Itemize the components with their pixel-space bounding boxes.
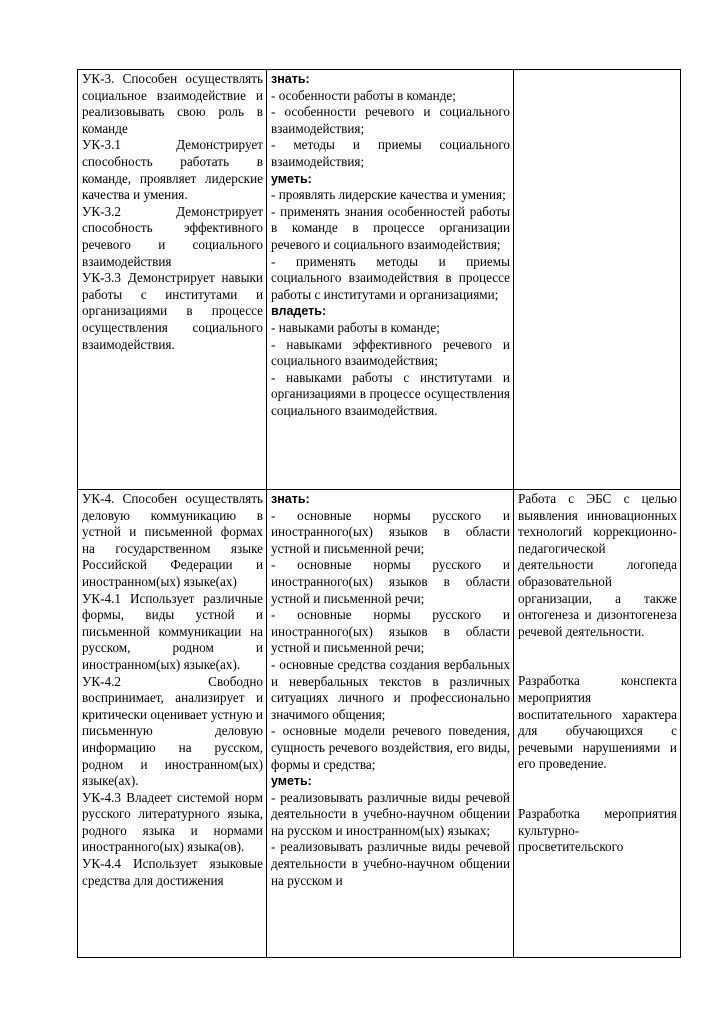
indicator-text: УК-4.4 Использует языковые средства для достижения (82, 856, 263, 888)
know-label: знать: (271, 72, 310, 86)
know-item: - особенности работы в команде; (271, 87, 456, 103)
can-item: - реализовывать различные виды речевой деятельности в учебно-научном общении на русском и (271, 839, 510, 888)
indicator-text: УК-3.1 Демонстрирует способность работать в команде, проявляет лидерские качества и умения. (82, 137, 263, 203)
know-item: - основные нормы русского и иностранного(ых) языков в области устной и письменной речи; (271, 557, 510, 606)
indicator-text: УК-4.1 Использует различные формы, виды устной и письменной коммуникации на русском, родном и иностранном(ых) языке(ах). (82, 590, 263, 672)
know-item: - основные нормы русского и иностранного(ых) языков в области устной и письменной речи; (271, 507, 510, 556)
competence-text: УК-3. Способен осуществлять социальное взаимодействие и реализовывать свою роль в команде (82, 71, 263, 136)
own-item: - навыками работы с институтами и организациями в процессе осуществления социального взаимодействия. (271, 369, 510, 418)
can-label: уметь: (271, 171, 312, 186)
own-item: - навыками эффективного речевого и социального взаимодействия; (271, 336, 510, 369)
indicator-text: УК-3.2 Демонстрирует способность эффективного речевого и социального взаимодействия (82, 203, 263, 269)
competence-text: УК-4. Способен осуществлять деловую коммуникацию в устной и письменной формах на государственном языке Российской Федерации и иностранном(ых) языке(ах) (82, 491, 263, 589)
indicator-text: УК-4.2 Свободно воспринимает, анализирует и критически оценивает устную и письменную деловую информацию на русском, родном и иностранном(ых) языке(ах). (82, 673, 263, 789)
indicator-text: УК-3.3 Демонстрирует навыки работы с институтами и организациями в процессе осуществления социального взаимодействия. (82, 270, 263, 352)
indicator-text: УК-4.3 Владеет системой норм русского литературного языка, родного языка и нормами иностранного(ых) языка(ов). (82, 789, 263, 855)
can-item: - реализовывать различные виды речевой деятельности в учебно-научном общении на русском и иностранном(ых) языках; (271, 789, 510, 838)
can-item: - применять знания особенностей работы в команде в процессе организации речевого и социального взаимодействия; (271, 203, 510, 252)
task-text: Разработка конспекта мероприятия воспитательного характера для обучающихся с речевыми нарушениями и его проведение. (518, 673, 677, 772)
competence-table (77, 69, 681, 958)
competence-cell (78, 490, 267, 958)
can-label: уметь: (271, 774, 312, 789)
competence-cell (78, 70, 267, 490)
table-row (78, 490, 681, 958)
task-text: Работа с ЭБС с целью выявления инновационных технологий коррекционно-педагогической деятельности логопеда образовательной организации, а также онтогенеза и дизонтогенеза речевой деятельности. (518, 491, 677, 639)
know-item: - основные средства создания вербальных и невербальных текстов в различных ситуациях личного и профессионально значимого общения; (271, 656, 510, 722)
task-text: Разработка мероприятия культурно-просветительского (518, 805, 677, 855)
know-item: - особенности речевого и социального взаимодействия; (271, 104, 510, 136)
table-row (78, 70, 681, 490)
own-label: владеть: (271, 304, 327, 319)
can-item: - применять методы и приемы социального взаимодействия в процессе работы с институтами и организациями; (271, 253, 510, 302)
know-item: - методы и приемы социального взаимодействия; (271, 137, 510, 169)
know-item: - основные модели речевого поведения, сущность речевого воздействия, его виды, формы и средства; (271, 723, 510, 772)
know-label: знать: (271, 492, 310, 506)
know-item: - основные нормы русского и иностранного(ых) языков в области устной и письменной речи; (271, 607, 510, 656)
can-item: - проявлять лидерские качества и умения; (271, 187, 506, 203)
outcomes-cell (267, 490, 514, 958)
outcomes-cell (267, 70, 514, 490)
tasks-cell (514, 490, 681, 958)
own-item: - навыками работы в команде; (271, 319, 440, 335)
tasks-cell (514, 70, 681, 490)
